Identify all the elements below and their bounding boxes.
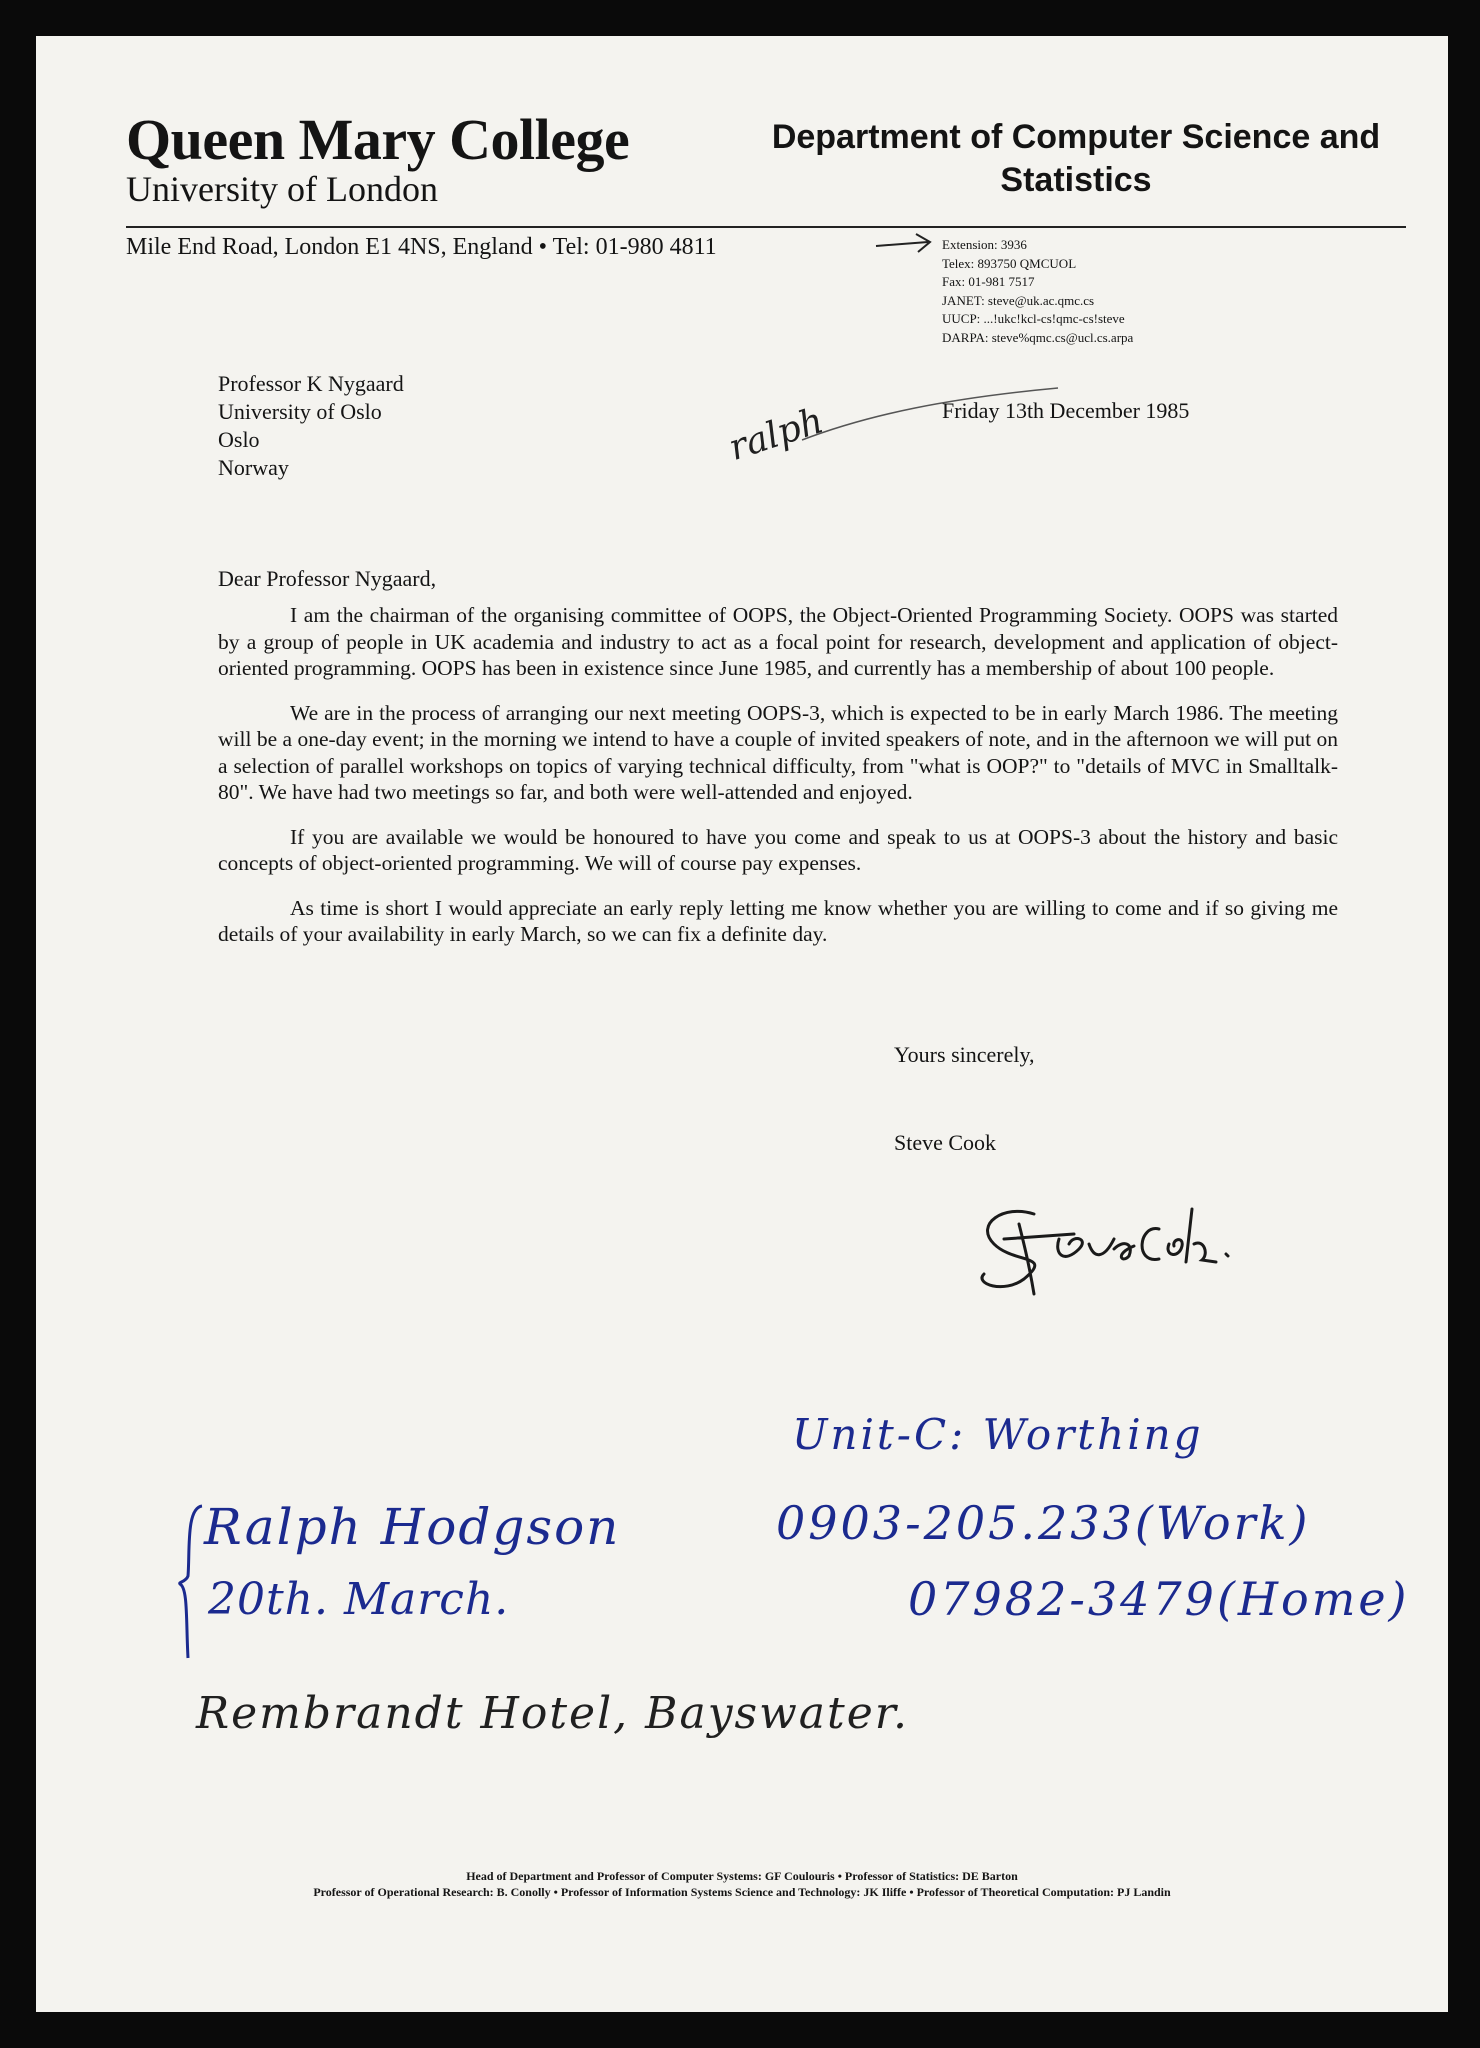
- handwritten-unit: Unit-C: Worthing: [792, 1410, 1204, 1459]
- pen-stroke: [800, 384, 1060, 444]
- body-paragraph: As time is short I would appreciate an early reply letting me know whether you are willing to come and if so giving me details of your availability in early March, so we can fix a definite day.: [218, 895, 1338, 946]
- address-line: Mile End Road, London E1 4NS, England • Tel: 01-980 4811: [126, 234, 717, 260]
- closing: Yours sincerely,: [894, 1042, 1035, 1067]
- footer-line: Head of Department and Professor of Computer Systems: GF Coulouris • Professor of Statistics: DE Barton: [466, 1869, 1018, 1883]
- brace-mark: [176, 1502, 206, 1662]
- handwritten-speaker-name: Ralph Hodgson: [204, 1498, 621, 1556]
- department-name: Department of Computer Science and Statistics: [771, 118, 1381, 199]
- contact-block: [942, 236, 1133, 347]
- college-name: Queen Mary College: [126, 107, 630, 172]
- recipient-line: Norway: [218, 455, 289, 480]
- letter-body: [218, 602, 1338, 966]
- handwritten-home-phone: 07982-3479(Home): [908, 1572, 1410, 1626]
- handwritten-top-note: ralph: [724, 400, 829, 469]
- recipient-line: Oslo: [218, 427, 260, 452]
- handwritten-work-phone: 0903-205.233(Work): [776, 1496, 1311, 1550]
- contact-janet: JANET: steve@uk.ac.qmc.cs: [942, 292, 1095, 308]
- handwritten-date: 20th. March.: [208, 1574, 510, 1625]
- contact-fax: Fax: 01-981 7517: [942, 274, 1035, 289]
- recipient-line: Professor K Nygaard: [218, 371, 404, 396]
- handwritten-hotel: Rembrandt Hotel, Bayswater.: [196, 1688, 909, 1739]
- contact-darpa: DARPA: steve%qmc.cs@ucl.cs.arpa: [942, 329, 1134, 345]
- recipient-line: University of Oslo: [218, 399, 382, 424]
- recipient-address: [218, 370, 404, 482]
- body-paragraph: If you are available we would be honoured to have you come and speak to us at OOPS-3 about the history and basic concepts of object-oriented programming. We will of course pay expenses.: [218, 824, 1338, 875]
- letter-date: Friday 13th December 1985: [942, 398, 1190, 423]
- letter-page: [36, 36, 1448, 2012]
- arrow-icon: [874, 230, 934, 256]
- signature: [964, 1184, 1264, 1314]
- university-name: University of London: [126, 169, 438, 209]
- contact-extension: Extension: 3936: [942, 237, 1027, 252]
- body-paragraph: We are in the process of arranging our next meeting OOPS-3, which is expected to be in early March 1986. The meeting will be a one-day event; in the morning we intend to have a couple of invited speakers of note, and in the afternoon we will put on a selection of parallel workshops on topics of varying technical difficulty, from "what is OOP?" to "details of MVC in Smalltalk-80". We have had two meetings so far, and both were well-attended and enjoyed.: [218, 700, 1338, 804]
- letter-footer: [36, 1868, 1448, 1900]
- signatory-name: Steve Cook: [894, 1130, 997, 1155]
- letterhead-rule: [126, 226, 1406, 228]
- contact-uucp: UUCP: ...!ukc!kcl-cs!qmc-cs!steve: [942, 311, 1125, 326]
- contact-telex: Telex: 893750 QMCUOL: [942, 255, 1077, 271]
- body-paragraph: I am the chairman of the organising committee of OOPS, the Object-Oriented Programming Society. OOPS was started by a group of people in UK academia and industry to act as a focal point for research, development and application of object-oriented programming. OOPS has been in existence since June 1985, and currently has a membership of about 100 people.: [218, 603, 1338, 680]
- salutation: Dear Professor Nygaard,: [218, 566, 437, 591]
- footer-line: Professor of Operational Research: B. Conolly • Professor of Information Systems Science and Technology: JK Iliffe • Professor of Theoretical Computation: PJ Landin: [313, 1885, 1171, 1899]
